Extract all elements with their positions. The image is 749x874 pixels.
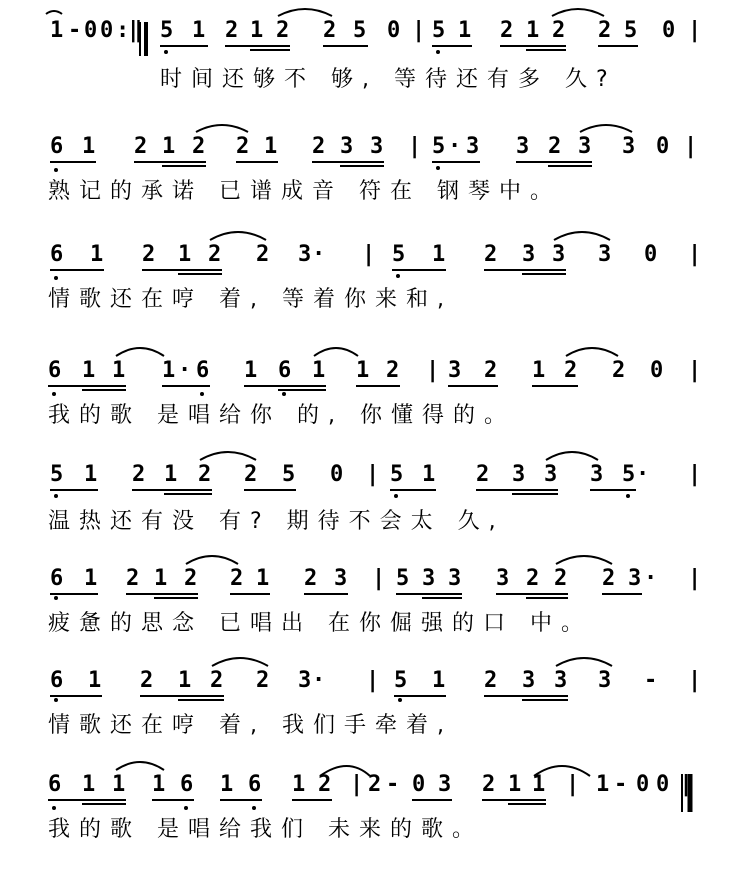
note: 5 (432, 134, 446, 159)
note: 1 (244, 358, 258, 383)
note: 2 (484, 358, 498, 383)
note: 5 (392, 242, 406, 267)
note: 5 (622, 462, 636, 487)
rest: 0 (387, 18, 401, 43)
notation-row-3 (0, 244, 749, 284)
note: 5 (160, 18, 174, 43)
note: 2 (476, 462, 490, 487)
barline: | (366, 668, 380, 693)
slur (200, 452, 256, 460)
note: 2 (554, 566, 568, 591)
rest: 0 (644, 242, 658, 267)
final-barline: ‖ (682, 772, 696, 797)
slur (196, 125, 248, 132)
note: 2 (526, 566, 540, 591)
note: 3 (334, 566, 348, 591)
note: 3 (448, 358, 462, 383)
slur (566, 348, 618, 356)
note: 1 (508, 772, 522, 797)
barline: | (350, 772, 364, 797)
note: 5 (282, 462, 296, 487)
note: 1 (164, 462, 178, 487)
dot: · (178, 358, 192, 383)
note: 2 (126, 566, 140, 591)
note: 2 (192, 134, 206, 159)
note: 1 (112, 358, 126, 383)
note: 2 (276, 18, 290, 43)
note: 1 (264, 134, 278, 159)
notation-row-7 (0, 670, 749, 710)
note: 2 (323, 18, 337, 43)
dot: · (636, 462, 650, 487)
slur (554, 232, 610, 240)
note: 1 (292, 772, 306, 797)
note: 2 (484, 242, 498, 267)
lyric-line-6: 疲惫的思念 已唱出 在你倔强的口 中。 (48, 611, 592, 636)
note: 6 (48, 358, 62, 383)
note: 6 (50, 134, 64, 159)
note: 5 (432, 18, 446, 43)
note: 3 (622, 134, 636, 159)
lyric-line-2: 熟记的承诺 已谱成音 符在 钢琴中。 (48, 179, 561, 204)
dash: - (644, 668, 658, 693)
note: 3 (438, 772, 452, 797)
lyric-line-8: 我的歌 是唱给我们 未来的歌。 (48, 817, 483, 842)
rest: 0 (84, 18, 98, 43)
note: 5 (394, 668, 408, 693)
slur (46, 11, 62, 14)
note: 1 (50, 18, 64, 43)
rest: 0 (662, 18, 676, 43)
note: 6 (50, 242, 64, 267)
barline: | (688, 462, 702, 487)
note: 3 (554, 668, 568, 693)
note: 2 (230, 566, 244, 591)
note: 2 (134, 134, 148, 159)
note: 1 (88, 668, 102, 693)
note: 1 (192, 18, 206, 43)
note: 3 (298, 668, 312, 693)
dot: · (644, 566, 658, 591)
dash: - (386, 772, 400, 797)
barline: | (566, 772, 580, 797)
note: 2 (184, 566, 198, 591)
slur (314, 348, 358, 356)
note: 3 (522, 668, 536, 693)
barline: | (684, 134, 698, 159)
note: 1 (152, 772, 166, 797)
note: 2 (612, 358, 626, 383)
note: 1 (432, 242, 446, 267)
note: 5 (624, 18, 638, 43)
note: 2 (210, 668, 224, 693)
note: 2 (208, 242, 222, 267)
note: 2 (552, 18, 566, 43)
slur (278, 9, 332, 16)
note: 2 (140, 668, 154, 693)
note: 1 (432, 668, 446, 693)
note: 1 (112, 772, 126, 797)
notation-row-1 (0, 20, 749, 60)
note: 1 (220, 772, 234, 797)
dot: · (448, 134, 462, 159)
slur (186, 556, 238, 564)
rest: 0 (656, 134, 670, 159)
notation-row-2 (0, 136, 749, 176)
barline: | (688, 18, 702, 43)
note: 2 (368, 772, 382, 797)
note: 1 (458, 18, 472, 43)
note: 3 (448, 566, 462, 591)
note: 5 (353, 18, 367, 43)
lyric-line-7: 情歌还在哼 着, 我们手牵着, (48, 713, 453, 738)
slur (580, 125, 632, 132)
note: 5 (396, 566, 410, 591)
note: 3 (598, 242, 612, 267)
rest: 0 (636, 772, 650, 797)
note: 2 (484, 668, 498, 693)
note: 5 (50, 462, 64, 487)
note: 1 (526, 18, 540, 43)
note: 1 (162, 358, 176, 383)
note: 6 (48, 772, 62, 797)
note: 1 (256, 566, 270, 591)
barline: | (408, 134, 422, 159)
note: 2 (386, 358, 400, 383)
note: 6 (196, 358, 210, 383)
barline: | (426, 358, 440, 383)
dot: · (312, 242, 326, 267)
note: 3 (466, 134, 480, 159)
note: 3 (340, 134, 354, 159)
note: 3 (496, 566, 510, 591)
slur (212, 658, 268, 666)
note: 6 (50, 566, 64, 591)
note: 6 (278, 358, 292, 383)
note: 2 (304, 566, 318, 591)
dash: - (68, 18, 82, 43)
dot: · (312, 668, 326, 693)
barline: | (412, 18, 426, 43)
lyric-line-1: 时间还够不 够, 等待还有多 久? (160, 67, 617, 92)
note: 1 (596, 772, 610, 797)
slur (116, 762, 164, 770)
note: 1 (82, 134, 96, 159)
note: 1 (250, 18, 264, 43)
lyric-line-5: 温热还有没 有? 期待不会太 久, (48, 509, 505, 534)
note: 3 (370, 134, 384, 159)
note: 1 (162, 134, 176, 159)
slur (210, 232, 266, 240)
barline: | (372, 566, 386, 591)
note: 3 (598, 668, 612, 693)
note: 2 (548, 134, 562, 159)
dash: - (614, 772, 628, 797)
slur (556, 556, 612, 564)
notation-row-4 (0, 360, 749, 400)
note: 3 (552, 242, 566, 267)
note: 2 (132, 462, 146, 487)
note: 1 (154, 566, 168, 591)
note: 6 (180, 772, 194, 797)
note: 2 (244, 462, 258, 487)
barline: | (688, 566, 702, 591)
note: 1 (532, 358, 546, 383)
rest: 0 (100, 18, 114, 43)
note: 3 (628, 566, 642, 591)
note: 1 (82, 358, 96, 383)
note: 2 (256, 668, 270, 693)
note: 1 (84, 566, 98, 591)
note: 3 (544, 462, 558, 487)
lyric-line-3: 情歌还在哼 着, 等着你来和, (48, 287, 453, 312)
note: 3 (422, 566, 436, 591)
rest: 0 (412, 772, 426, 797)
barline: | (688, 668, 702, 693)
note: 3 (590, 462, 604, 487)
note: 3 (516, 134, 530, 159)
note: 2 (142, 242, 156, 267)
notation-row-6 (0, 568, 749, 608)
note: 2 (198, 462, 212, 487)
note: 1 (82, 772, 96, 797)
note: 5 (390, 462, 404, 487)
barline: | (688, 358, 702, 383)
note: 3 (512, 462, 526, 487)
barline: | (362, 242, 376, 267)
note: 1 (84, 462, 98, 487)
note: 2 (225, 18, 239, 43)
note: 6 (50, 668, 64, 693)
note: 2 (602, 566, 616, 591)
note: 2 (482, 772, 496, 797)
note: 1 (422, 462, 436, 487)
note: 1 (178, 668, 192, 693)
barline: | (688, 242, 702, 267)
note: 2 (312, 134, 326, 159)
note: 1 (356, 358, 370, 383)
note: 1 (90, 242, 104, 267)
repeat-start-barline: :‖ (116, 18, 143, 43)
note: 2 (564, 358, 578, 383)
note: 2 (318, 772, 332, 797)
note: 2 (236, 134, 250, 159)
slur (556, 658, 612, 666)
note: 3 (522, 242, 536, 267)
note: 1 (178, 242, 192, 267)
note: 3 (578, 134, 592, 159)
note: 2 (256, 242, 270, 267)
note: 1 (312, 358, 326, 383)
note: 2 (500, 18, 514, 43)
note: 6 (248, 772, 262, 797)
rest: 0 (330, 462, 344, 487)
notation-row-5 (0, 464, 749, 504)
note: 1 (532, 772, 546, 797)
slur (546, 452, 598, 460)
barline: | (366, 462, 380, 487)
note: 2 (598, 18, 612, 43)
notation-row-8 (0, 774, 749, 814)
note: 3 (298, 242, 312, 267)
slur (116, 348, 164, 356)
rest: 0 (650, 358, 664, 383)
lyric-line-4: 我的歌 是唱给你 的, 你懂得的。 (48, 403, 515, 428)
rest: 0 (656, 772, 670, 797)
slur (552, 9, 604, 16)
